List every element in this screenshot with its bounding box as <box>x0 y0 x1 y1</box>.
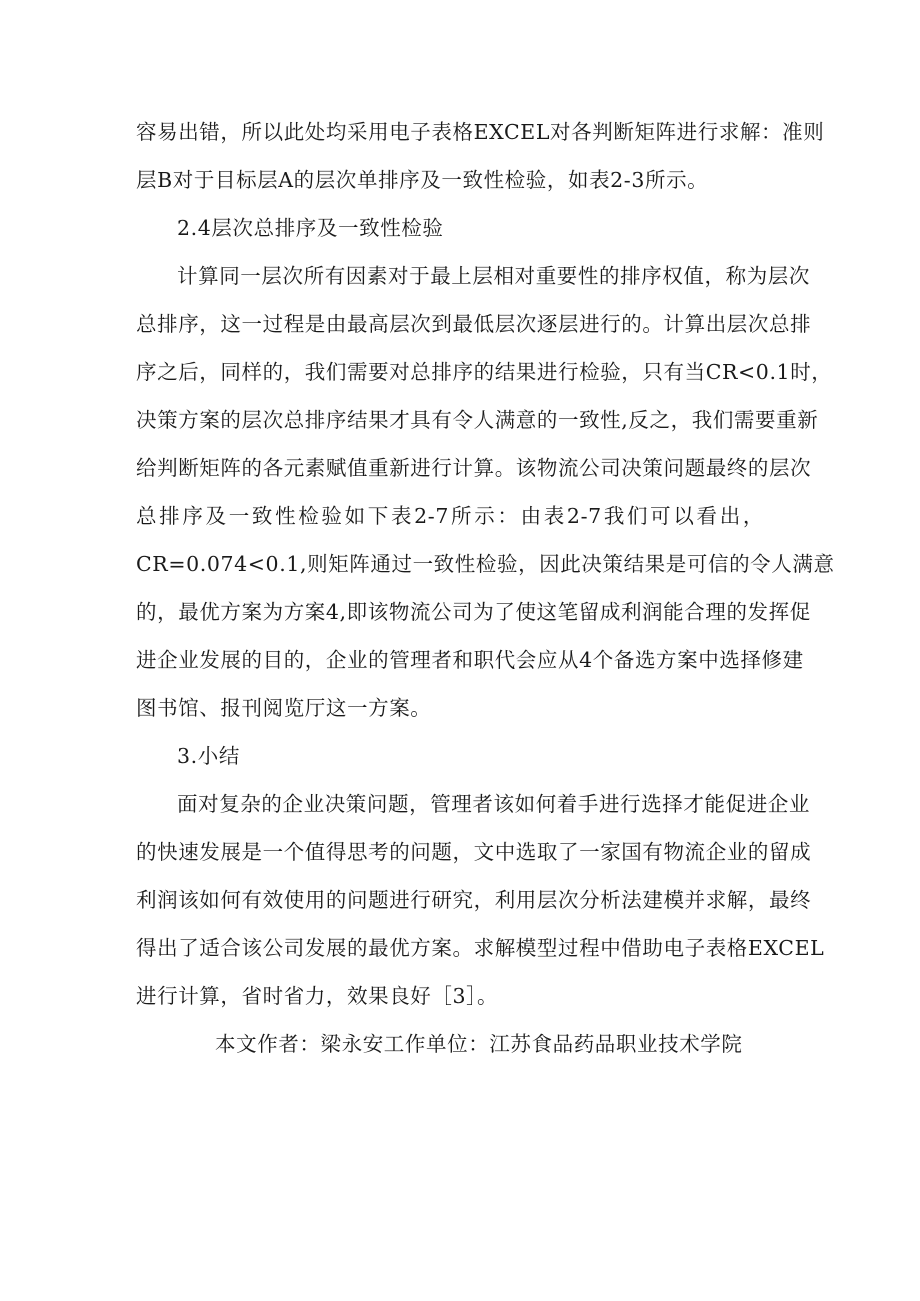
section-heading: 2.4层次总排序及一致性检验 <box>177 216 444 240</box>
body-line: 决策方案的层次总排序结果才具有令人满意的一致性,反之，我们需要重新 <box>136 408 819 432</box>
body-line: 的快速发展是一个值得思考的问题，文中选取了一家国有物流企业的留成 <box>136 840 812 864</box>
body-line: 图书馆、报刊阅览厅这一方案。 <box>136 696 432 720</box>
body-line: 利润该如何有效使用的问题进行研究，利用层次分析法建模并求解，最终 <box>136 888 812 912</box>
body-line: 进行计算，省时省力，效果良好［3］。 <box>136 984 499 1008</box>
body-line: 的，最优方案为方案4,即该物流公司为了使这笔留成利润能合理的发挥促 <box>136 600 811 624</box>
body-line: 容易出错，所以此处均采用电子表格EXCEL对各判断矩阵进行求解：准则 <box>136 120 825 144</box>
body-line: 进企业发展的目的，企业的管理者和职代会应从4个备选方案中选择修建 <box>136 648 804 672</box>
body-line: 给判断矩阵的各元素赋值重新进行计算。该物流公司决策问题最终的层次 <box>136 456 812 480</box>
section-heading: 3.小结 <box>177 744 240 768</box>
body-line: 面对复杂的企业决策问题，管理者该如何着手进行选择才能促进企业 <box>177 792 810 816</box>
body-line: CR=0.074<0.1,则矩阵通过一致性检验，因此决策结果是可信的令人满意 <box>136 552 835 576</box>
body-line: 总排序，这一过程是由最高层次到最低层次逐层进行的。计算出层次总排 <box>136 312 812 336</box>
body-line: 总排序及一致性检验如下表2-7所示：由表2-7我们可以看出， <box>136 504 764 528</box>
body-line: 计算同一层次所有因素对于最上层相对重要性的排序权值，称为层次 <box>177 264 810 288</box>
body-line: 序之后，同样的，我们需要对总排序的结果进行检验，只有当CR<0.1时， <box>136 360 833 384</box>
body-line: 得出了适合该公司发展的最优方案。求解模型过程中借助电子表格EXCEL <box>136 936 825 960</box>
author-note: 本文作者：梁永安工作单位：江苏食品药品职业技术学院 <box>215 1032 743 1056</box>
body-line: 层B对于目标层A的层次单排序及一致性检验，如表2-3所示。 <box>136 168 709 192</box>
